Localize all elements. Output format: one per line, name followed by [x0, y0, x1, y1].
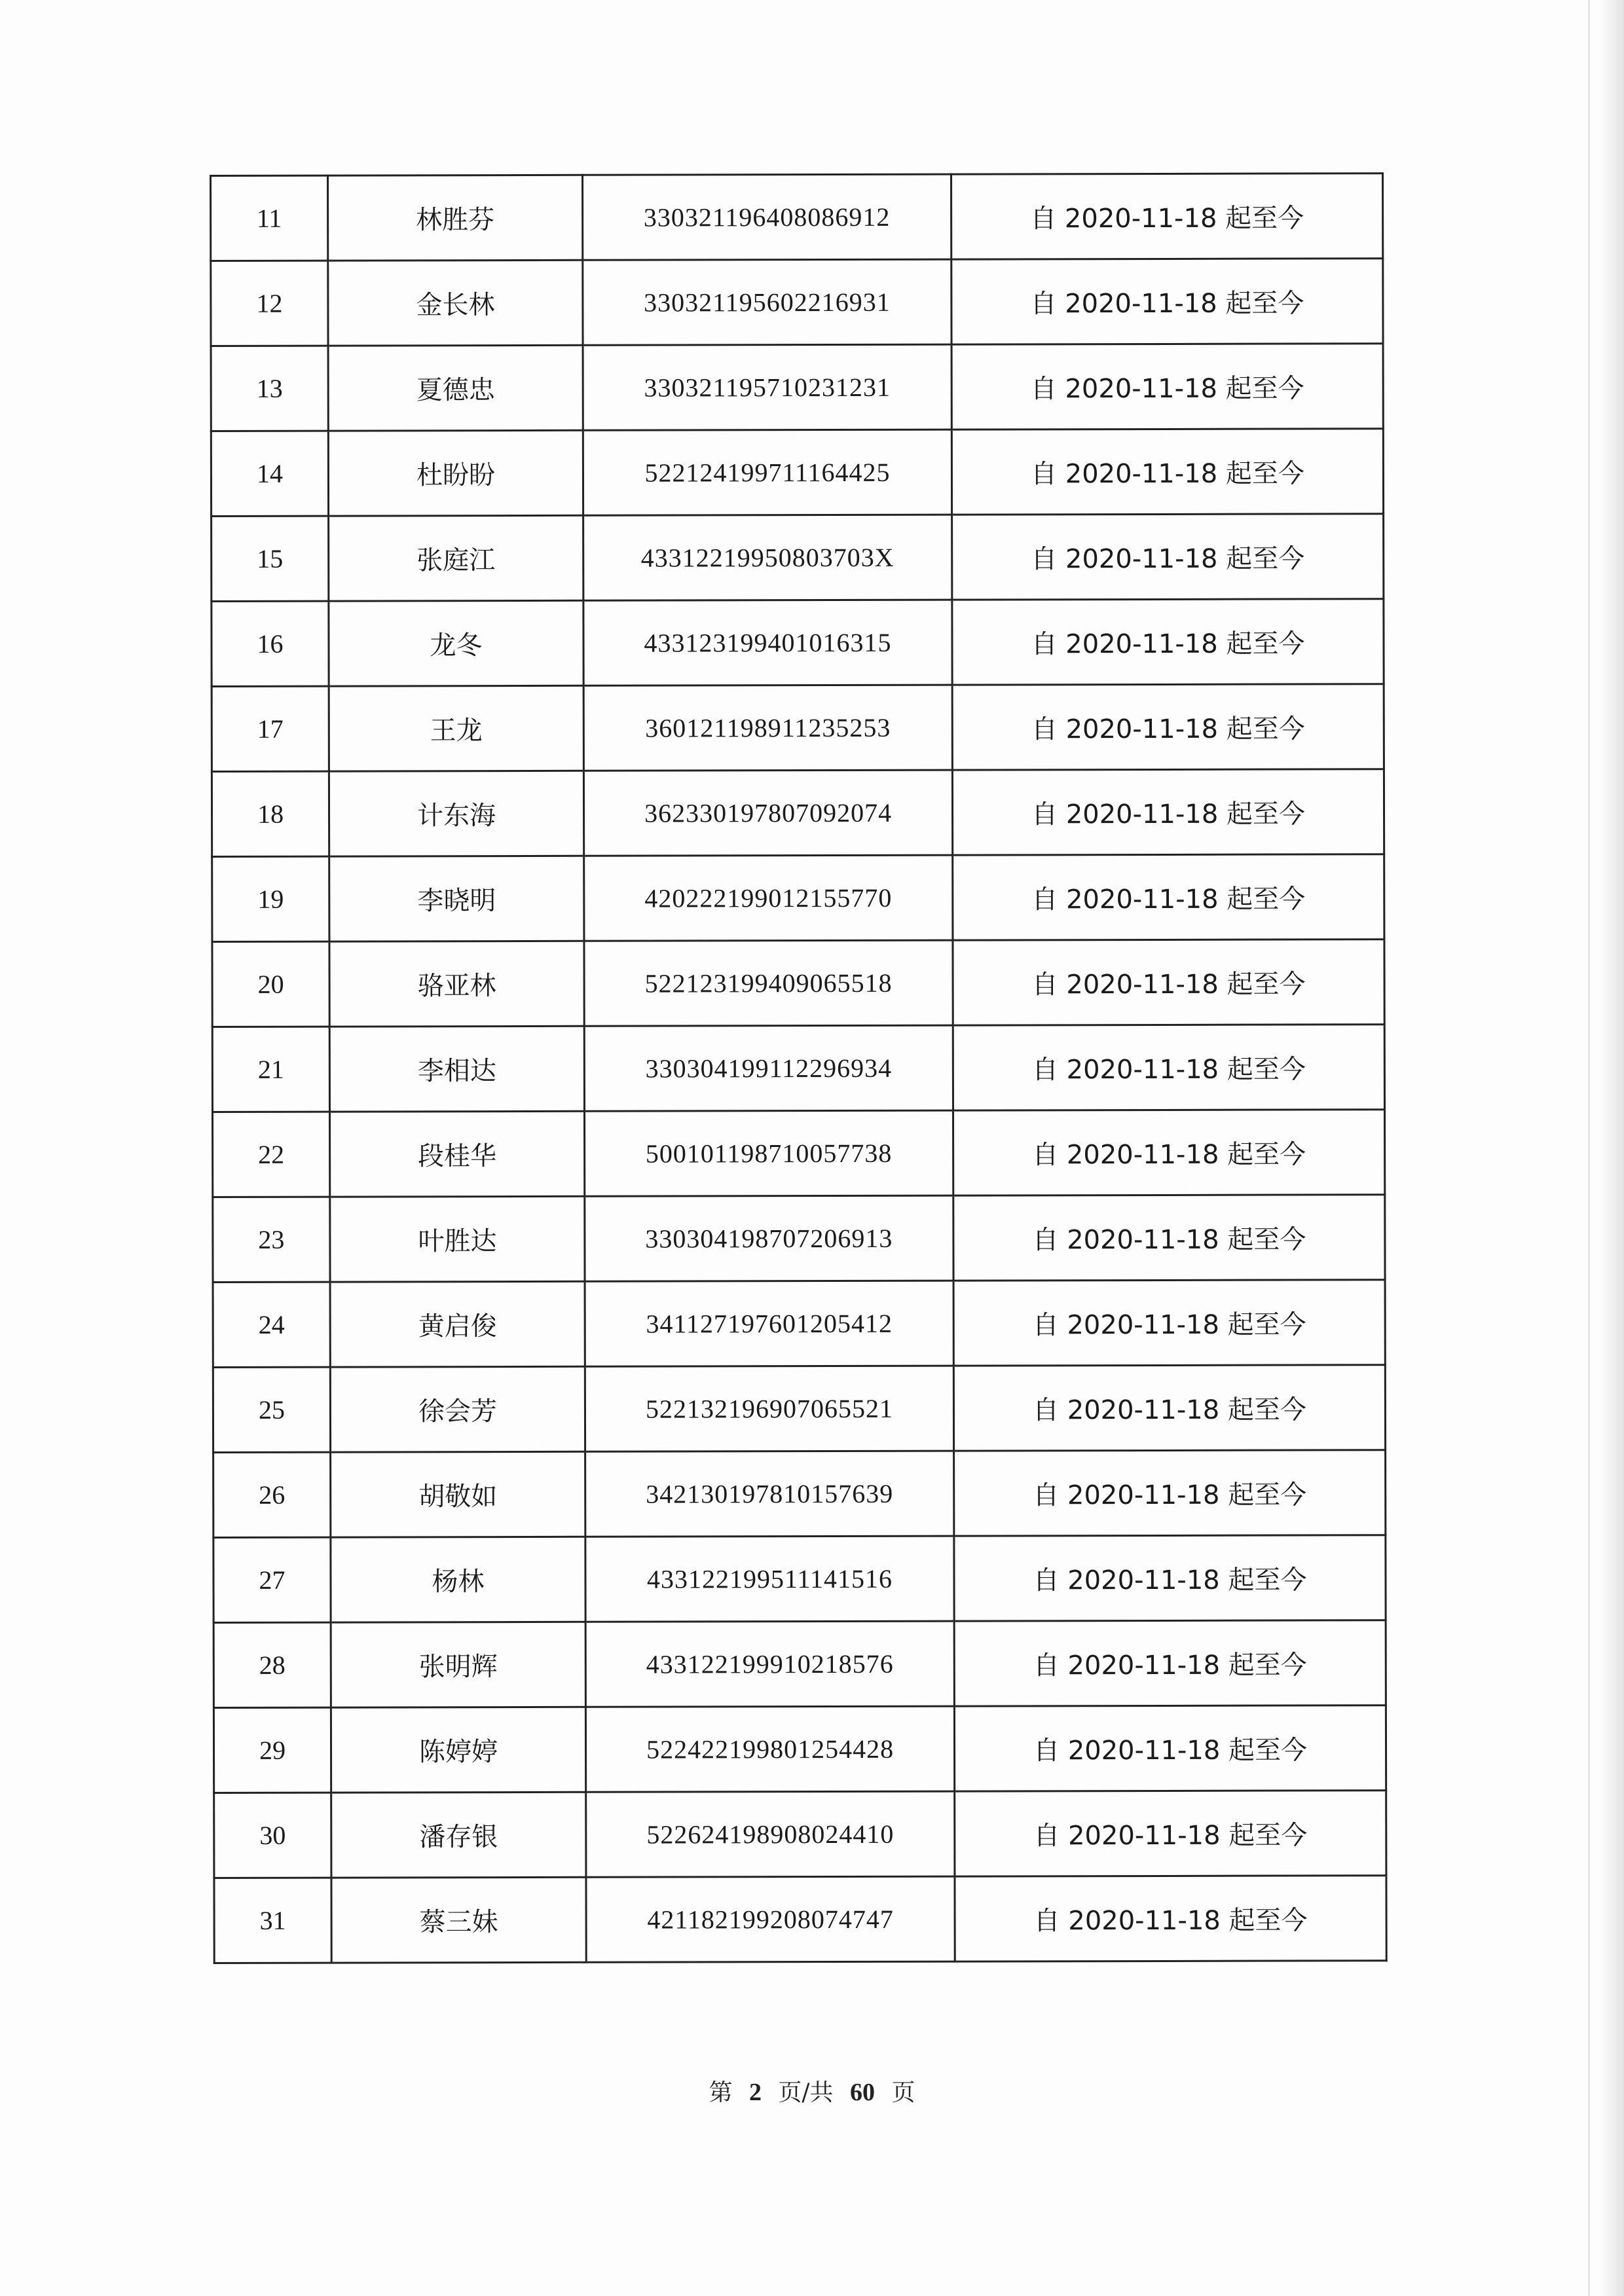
row-number-cell: 21: [212, 1027, 329, 1112]
row-number-cell: 22: [212, 1112, 329, 1197]
table-row: [212, 1110, 1384, 1197]
period-cell: 自 2020-11-18 起至今: [952, 769, 1384, 855]
name-cell: 夏德忠: [328, 345, 583, 431]
id-number-cell: 522132196907065521: [585, 1366, 953, 1451]
name-cell: 李相达: [329, 1026, 584, 1112]
table-row: [213, 1705, 1386, 1793]
period-cell: 自 2020-11-18 起至今: [955, 1791, 1386, 1876]
name-cell: 黄启俊: [330, 1281, 585, 1367]
row-number-cell: 17: [212, 686, 329, 771]
table-row: [214, 1791, 1386, 1878]
table-row: [212, 599, 1384, 687]
table-row: [213, 1280, 1385, 1368]
row-number-cell: 31: [214, 1878, 331, 1963]
table-row: [212, 769, 1384, 857]
id-number-cell: 330321195602216931: [583, 259, 951, 345]
id-number-cell: 522123199409065518: [584, 940, 953, 1026]
period-cell: 自 2020-11-18 起至今: [953, 1280, 1385, 1366]
row-number-cell: 29: [213, 1707, 331, 1793]
name-cell: 张明辉: [331, 1622, 585, 1707]
id-number-cell: 522422199801254428: [585, 1706, 954, 1792]
period-cell: 自 2020-11-18 起至今: [952, 684, 1384, 770]
roster-table-body: [211, 173, 1387, 1963]
id-number-cell: 433122199910218576: [585, 1621, 954, 1707]
row-number-cell: 12: [211, 261, 328, 346]
table-row: [212, 514, 1384, 602]
row-number-cell: 25: [213, 1367, 330, 1452]
id-number-cell: 522124199711164425: [583, 429, 951, 515]
period-cell: 自 2020-11-18 起至今: [953, 1025, 1384, 1110]
period-cell: 自 2020-11-18 起至今: [954, 1450, 1386, 1536]
name-cell: 龙冬: [329, 600, 583, 686]
footer-page-number: 2: [748, 2079, 762, 2106]
id-number-cell: 330304198707206913: [585, 1195, 953, 1281]
id-number-cell: 43312219950803703X: [583, 515, 952, 600]
footer-middle: 页/共: [778, 2079, 834, 2106]
period-cell: 自 2020-11-18 起至今: [953, 1365, 1385, 1451]
period-cell: 自 2020-11-18 起至今: [953, 939, 1384, 1025]
period-cell: 自 2020-11-18 起至今: [954, 1705, 1386, 1791]
id-number-cell: 500101198710057738: [584, 1110, 953, 1196]
row-number-cell: 14: [211, 431, 328, 516]
id-number-cell: 433123199401016315: [583, 600, 952, 685]
footer-total-pages: 60: [850, 2079, 876, 2106]
id-number-cell: 341127197601205412: [585, 1281, 953, 1366]
period-cell: 自 2020-11-18 起至今: [955, 1876, 1386, 1961]
name-cell: 胡敬如: [331, 1451, 585, 1537]
id-number-cell: 421182199208074747: [586, 1876, 955, 1962]
row-number-cell: 23: [213, 1197, 330, 1282]
table-row: [213, 1620, 1386, 1708]
table-row: [211, 259, 1383, 346]
footer-suffix: 页: [891, 2079, 915, 2106]
table-row: [212, 939, 1384, 1027]
period-cell: 自 2020-11-18 起至今: [952, 514, 1384, 600]
table-row: [214, 1876, 1386, 1963]
row-number-cell: 16: [212, 601, 329, 686]
id-number-cell: 362330197807092074: [583, 770, 952, 856]
table-row: [211, 429, 1383, 517]
name-cell: 骆亚林: [329, 941, 584, 1027]
id-number-cell: 420222199012155770: [584, 855, 953, 941]
name-cell: 计东海: [329, 771, 583, 856]
name-cell: 杜盼盼: [328, 430, 583, 516]
name-cell: 金长林: [328, 260, 583, 346]
id-number-cell: 330321196408086912: [583, 174, 951, 260]
footer-prefix: 第: [709, 2079, 733, 2106]
period-cell: 自 2020-11-18 起至今: [951, 173, 1383, 259]
period-cell: 自 2020-11-18 起至今: [951, 259, 1383, 344]
row-number-cell: 20: [212, 941, 329, 1027]
period-cell: 自 2020-11-18 起至今: [951, 344, 1383, 429]
row-number-cell: 13: [211, 346, 328, 431]
table-row: [212, 1025, 1384, 1112]
id-number-cell: 330304199112296934: [584, 1025, 953, 1111]
table-row: [213, 1535, 1386, 1623]
name-cell: 王龙: [329, 685, 583, 771]
id-number-cell: 433122199511141516: [585, 1536, 954, 1622]
name-cell: 蔡三妹: [331, 1877, 586, 1963]
name-cell: 徐会芳: [330, 1366, 585, 1452]
period-cell: 自 2020-11-18 起至今: [951, 429, 1383, 515]
table-row: [211, 173, 1383, 261]
row-number-cell: 18: [212, 771, 329, 856]
row-number-cell: 27: [213, 1537, 331, 1622]
row-number-cell: 15: [212, 516, 329, 601]
period-cell: 自 2020-11-18 起至今: [952, 599, 1384, 685]
name-cell: 段桂华: [329, 1111, 584, 1197]
id-number-cell: 342130197810157639: [585, 1451, 954, 1537]
table-row: [213, 1365, 1385, 1453]
scan-artifact-edge: [1598, 0, 1624, 2296]
row-number-cell: 30: [214, 1793, 331, 1878]
table-row: [211, 344, 1383, 431]
scan-artifact-line: [1588, 0, 1590, 2296]
table-row: [213, 1195, 1385, 1283]
table-row: [212, 684, 1384, 772]
period-cell: 自 2020-11-18 起至今: [954, 1535, 1386, 1621]
row-number-cell: 24: [213, 1282, 330, 1367]
id-number-cell: 360121198911235253: [583, 685, 952, 771]
row-number-cell: 28: [213, 1622, 331, 1707]
id-number-cell: 522624198908024410: [586, 1791, 955, 1877]
roster-table: [210, 172, 1388, 1964]
name-cell: 叶胜达: [330, 1196, 585, 1282]
row-number-cell: 19: [212, 856, 329, 941]
name-cell: 陈婷婷: [331, 1707, 585, 1793]
period-cell: 自 2020-11-18 起至今: [953, 854, 1384, 940]
name-cell: 张庭江: [329, 515, 583, 601]
name-cell: 潘存银: [331, 1792, 586, 1878]
row-number-cell: 11: [211, 175, 328, 261]
name-cell: 杨林: [331, 1537, 585, 1622]
row-number-cell: 26: [213, 1452, 331, 1537]
period-cell: 自 2020-11-18 起至今: [953, 1195, 1385, 1281]
period-cell: 自 2020-11-18 起至今: [953, 1110, 1384, 1195]
period-cell: 自 2020-11-18 起至今: [954, 1620, 1386, 1706]
name-cell: 李晓明: [329, 856, 584, 941]
table-row: [212, 854, 1384, 942]
page-footer: [0, 2074, 1624, 2107]
id-number-cell: 330321195710231231: [583, 344, 951, 430]
table-row: [213, 1450, 1386, 1538]
name-cell: 林胜芬: [328, 175, 583, 261]
